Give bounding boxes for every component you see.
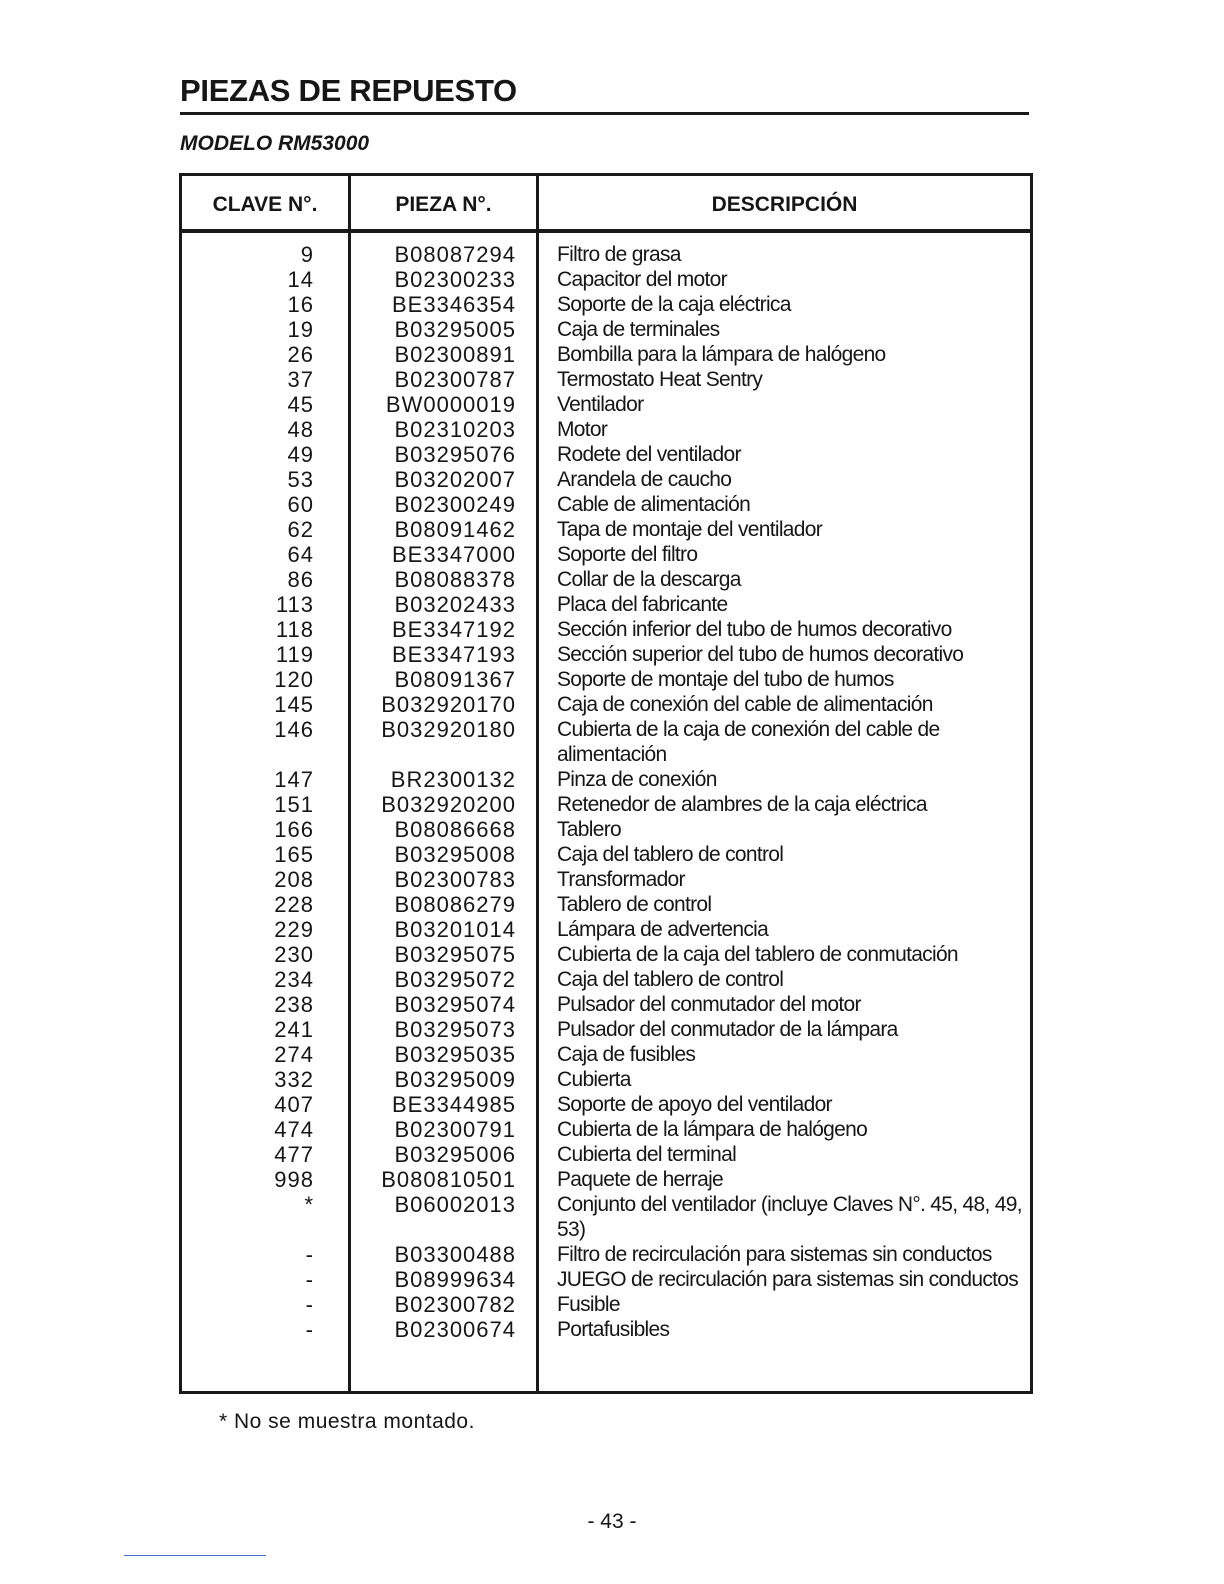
- pieza-cell: BE3347193: [392, 642, 516, 667]
- clave-cell: 145: [274, 692, 314, 717]
- table-row: [182, 1017, 1030, 1042]
- table-row: [182, 1192, 1030, 1242]
- table-row: [182, 317, 1030, 342]
- pieza-cell: B02300782: [394, 1292, 516, 1317]
- descripcion-cell: Cubierta de la caja de conexión del cable de alimentación: [557, 718, 940, 766]
- descripcion-cell: Tablero de control: [557, 893, 712, 916]
- pieza-cell: BE3346354: [392, 292, 516, 317]
- descripcion-cell: Lámpara de advertencia: [557, 918, 769, 941]
- clave-cell: 238: [274, 992, 314, 1017]
- table-row: [182, 942, 1030, 967]
- descripcion-cell: Ventilador: [557, 393, 644, 416]
- table-row: [182, 542, 1030, 567]
- pieza-cell: B03295072: [394, 967, 516, 992]
- table-body: [182, 242, 1030, 1342]
- table-row: [182, 792, 1030, 817]
- descripcion-cell: Arandela de caucho: [557, 468, 732, 491]
- descripcion-cell: JUEGO de recirculación para sistemas sin conductos: [557, 1268, 1019, 1291]
- clave-cell: 165: [274, 842, 314, 867]
- descripcion-cell: Pulsador del conmutador del motor: [557, 993, 861, 1016]
- descripcion-cell: Capacitor del motor: [557, 268, 727, 291]
- descripcion-cell: Cubierta del terminal: [557, 1143, 737, 1166]
- pieza-cell: B02300787: [394, 367, 516, 392]
- clave-cell: 119: [275, 642, 314, 667]
- descripcion-cell: Sección superior del tubo de humos decorativo: [557, 643, 964, 666]
- table-row: [182, 1267, 1030, 1292]
- pieza-cell: B032920170: [381, 692, 516, 717]
- pieza-cell: B03295073: [394, 1017, 516, 1042]
- footnote: * No se muestra montado.: [219, 1410, 475, 1433]
- pieza-cell: B03202007: [394, 467, 516, 492]
- descripcion-cell: Soporte de la caja eléctrica: [557, 293, 791, 316]
- clave-cell: 53: [287, 467, 314, 492]
- clave-cell: 45: [287, 392, 314, 417]
- pieza-cell: B08088378: [394, 567, 516, 592]
- table-row: [182, 617, 1030, 642]
- pieza-cell: BW0000019: [385, 392, 516, 417]
- pieza-cell: B080810501: [381, 1167, 516, 1192]
- pieza-cell: B03295006: [394, 1142, 516, 1167]
- pieza-cell: B08091462: [394, 517, 516, 542]
- clave-cell: -: [305, 1242, 314, 1267]
- descripcion-cell: Cubierta: [557, 1068, 631, 1091]
- title-underline: [180, 112, 1029, 115]
- descripcion-cell: Caja de conexión del cable de alimentación: [557, 693, 933, 716]
- descripcion-cell: Soporte de apoyo del ventilador: [557, 1093, 832, 1116]
- header-descripcion: DESCRIPCIÓN: [711, 193, 858, 216]
- descripcion-cell: Caja de fusibles: [557, 1043, 696, 1066]
- pieza-cell: B02300249: [394, 492, 516, 517]
- table-row: [182, 292, 1030, 317]
- pieza-cell: B03201014: [394, 917, 516, 942]
- bottom-link-rule: [124, 1555, 266, 1556]
- clave-cell: 228: [274, 892, 314, 917]
- table-row: [182, 1067, 1030, 1092]
- pieza-cell: B03202433: [394, 592, 516, 617]
- descripcion-cell: Cubierta de la caja del tablero de conmutación: [557, 943, 958, 966]
- clave-cell: 477: [274, 1142, 314, 1167]
- clave-cell: -: [305, 1267, 314, 1292]
- table-row: [182, 842, 1030, 867]
- pieza-cell: B03295009: [394, 1067, 516, 1092]
- table-row: [182, 1042, 1030, 1067]
- descripcion-cell: Cable de alimentación: [557, 493, 751, 516]
- pieza-cell: BR2300132: [390, 767, 516, 792]
- clave-cell: 241: [274, 1017, 314, 1042]
- clave-cell: 9: [300, 242, 314, 267]
- pieza-cell: BE3344985: [392, 1092, 516, 1117]
- header-pieza: PIEZA N°.: [395, 193, 492, 216]
- clave-cell: 86: [287, 567, 314, 592]
- clave-cell: 229: [274, 917, 314, 942]
- table-row: [182, 242, 1030, 267]
- clave-cell: *: [304, 1192, 314, 1217]
- pieza-cell: B03295005: [394, 317, 516, 342]
- pieza-cell: B08086279: [394, 892, 516, 917]
- clave-cell: 230: [274, 942, 314, 967]
- table-row: [182, 342, 1030, 367]
- table-row: [182, 892, 1030, 917]
- table-row: [182, 367, 1030, 392]
- clave-cell: 64: [287, 542, 314, 567]
- descripcion-cell: Pulsador del conmutador de la lámpara: [557, 1018, 898, 1041]
- pieza-cell: B03295035: [394, 1042, 516, 1067]
- clave-cell: 37: [287, 367, 314, 392]
- pieza-cell: B02310203: [394, 417, 516, 442]
- descripcion-cell: Soporte de montaje del tubo de humos: [557, 668, 894, 691]
- clave-cell: -: [305, 1292, 314, 1317]
- table-row: [182, 867, 1030, 892]
- descripcion-cell: Fusible: [557, 1293, 620, 1316]
- table-row: [182, 567, 1030, 592]
- table-row: [182, 1167, 1030, 1192]
- pieza-cell: B08091367: [394, 667, 516, 692]
- pieza-cell: BE3347192: [392, 617, 516, 642]
- table-row: [182, 417, 1030, 442]
- descripcion-cell: Cubierta de la lámpara de halógeno: [557, 1118, 868, 1141]
- clave-cell: 120: [274, 667, 314, 692]
- page-number: - 43 -: [587, 1510, 637, 1533]
- clave-cell: 998: [274, 1167, 314, 1192]
- clave-cell: 274: [274, 1042, 314, 1067]
- parts-table: [179, 173, 1033, 1394]
- descripcion-cell: Caja del tablero de control: [557, 968, 784, 991]
- clave-cell: 16: [287, 292, 314, 317]
- clave-cell: 62: [287, 517, 314, 542]
- clave-cell: 48: [287, 417, 314, 442]
- pieza-cell: B03300488: [394, 1242, 516, 1267]
- descripcion-cell: Filtro de grasa: [557, 243, 681, 266]
- table-row: [182, 592, 1030, 617]
- descripcion-cell: Transformador: [557, 868, 685, 891]
- table-row: [182, 642, 1030, 667]
- pieza-cell: B02300674: [394, 1317, 516, 1342]
- table-row: [182, 667, 1030, 692]
- table-row: [182, 267, 1030, 292]
- clave-cell: 407: [274, 1092, 314, 1117]
- clave-cell: 14: [287, 267, 314, 292]
- clave-cell: 26: [287, 342, 314, 367]
- table-row: [182, 1242, 1030, 1267]
- descripcion-cell: Conjunto del ventilador (incluye Claves N°. 45, 48, 49, 53): [557, 1193, 1022, 1241]
- header-divider: [182, 229, 1030, 233]
- descripcion-cell: Sección inferior del tubo de humos decorativo: [557, 618, 952, 641]
- descripcion-cell: Portafusibles: [557, 1318, 670, 1341]
- pieza-cell: B08087294: [394, 242, 516, 267]
- descripcion-cell: Paquete de herraje: [557, 1168, 724, 1191]
- pieza-cell: B08086668: [394, 817, 516, 842]
- pieza-cell: B02300891: [394, 342, 516, 367]
- descripcion-cell: Pinza de conexión: [557, 768, 717, 791]
- pieza-cell: B03295076: [394, 442, 516, 467]
- pieza-cell: B02300791: [394, 1117, 516, 1142]
- clave-cell: 208: [274, 867, 314, 892]
- pieza-cell: B032920180: [381, 717, 516, 742]
- clave-cell: 19: [287, 317, 314, 342]
- table-row: [182, 442, 1030, 467]
- table-row: [182, 817, 1030, 842]
- clave-cell: 49: [287, 442, 314, 467]
- descripcion-cell: Bombilla para la lámpara de halógeno: [557, 343, 886, 366]
- pieza-cell: B02300233: [394, 267, 516, 292]
- header-clave: CLAVE N°.: [212, 193, 318, 216]
- pieza-cell: B032920200: [381, 792, 516, 817]
- table-row: [182, 392, 1030, 417]
- table-row: [182, 992, 1030, 1017]
- clave-cell: 113: [275, 592, 314, 617]
- descripcion-cell: Caja del tablero de control: [557, 843, 784, 866]
- table-row: [182, 1317, 1030, 1342]
- descripcion-cell: Retenedor de alambres de la caja eléctrica: [557, 793, 927, 816]
- table-row: [182, 692, 1030, 717]
- clave-cell: 151: [274, 792, 314, 817]
- table-row: [182, 1117, 1030, 1142]
- clave-cell: 147: [274, 767, 314, 792]
- pieza-cell: B03295075: [394, 942, 516, 967]
- clave-cell: 166: [274, 817, 314, 842]
- pieza-cell: B03295008: [394, 842, 516, 867]
- table-row: [182, 717, 1030, 767]
- descripcion-cell: Rodete del ventilador: [557, 443, 741, 466]
- clave-cell: 332: [274, 1067, 314, 1092]
- descripcion-cell: Collar de la descarga: [557, 568, 741, 591]
- clave-cell: 234: [274, 967, 314, 992]
- descripcion-cell: Filtro de recirculación para sistemas sin conductos: [557, 1243, 992, 1266]
- clave-cell: -: [305, 1317, 314, 1342]
- pieza-cell: B08999634: [394, 1267, 516, 1292]
- table-row: [182, 467, 1030, 492]
- table-row: [182, 517, 1030, 542]
- clave-cell: 60: [287, 492, 314, 517]
- model-label: MODELO RM53000: [180, 132, 370, 155]
- clave-cell: 146: [274, 717, 314, 742]
- descripcion-cell: Termostato Heat Sentry: [557, 368, 763, 391]
- descripcion-cell: Placa del fabricante: [557, 593, 728, 616]
- table-row: [182, 492, 1030, 517]
- descripcion-cell: Tapa de montaje del ventilador: [557, 518, 823, 541]
- clave-cell: 474: [274, 1117, 314, 1142]
- pieza-cell: B02300783: [394, 867, 516, 892]
- page-title: PIEZAS DE REPUESTO: [180, 73, 517, 108]
- table-row: [182, 767, 1030, 792]
- pieza-cell: B03295074: [394, 992, 516, 1017]
- table-row: [182, 917, 1030, 942]
- table-row: [182, 967, 1030, 992]
- descripcion-cell: Motor: [557, 418, 608, 441]
- descripcion-cell: Tablero: [557, 818, 621, 841]
- pieza-cell: B06002013: [394, 1192, 516, 1217]
- table-row: [182, 1142, 1030, 1167]
- pieza-cell: BE3347000: [392, 542, 516, 567]
- table-row: [182, 1292, 1030, 1317]
- descripcion-cell: Soporte del filtro: [557, 543, 698, 566]
- clave-cell: 118: [275, 617, 314, 642]
- descripcion-cell: Caja de terminales: [557, 318, 720, 341]
- table-row: [182, 1092, 1030, 1117]
